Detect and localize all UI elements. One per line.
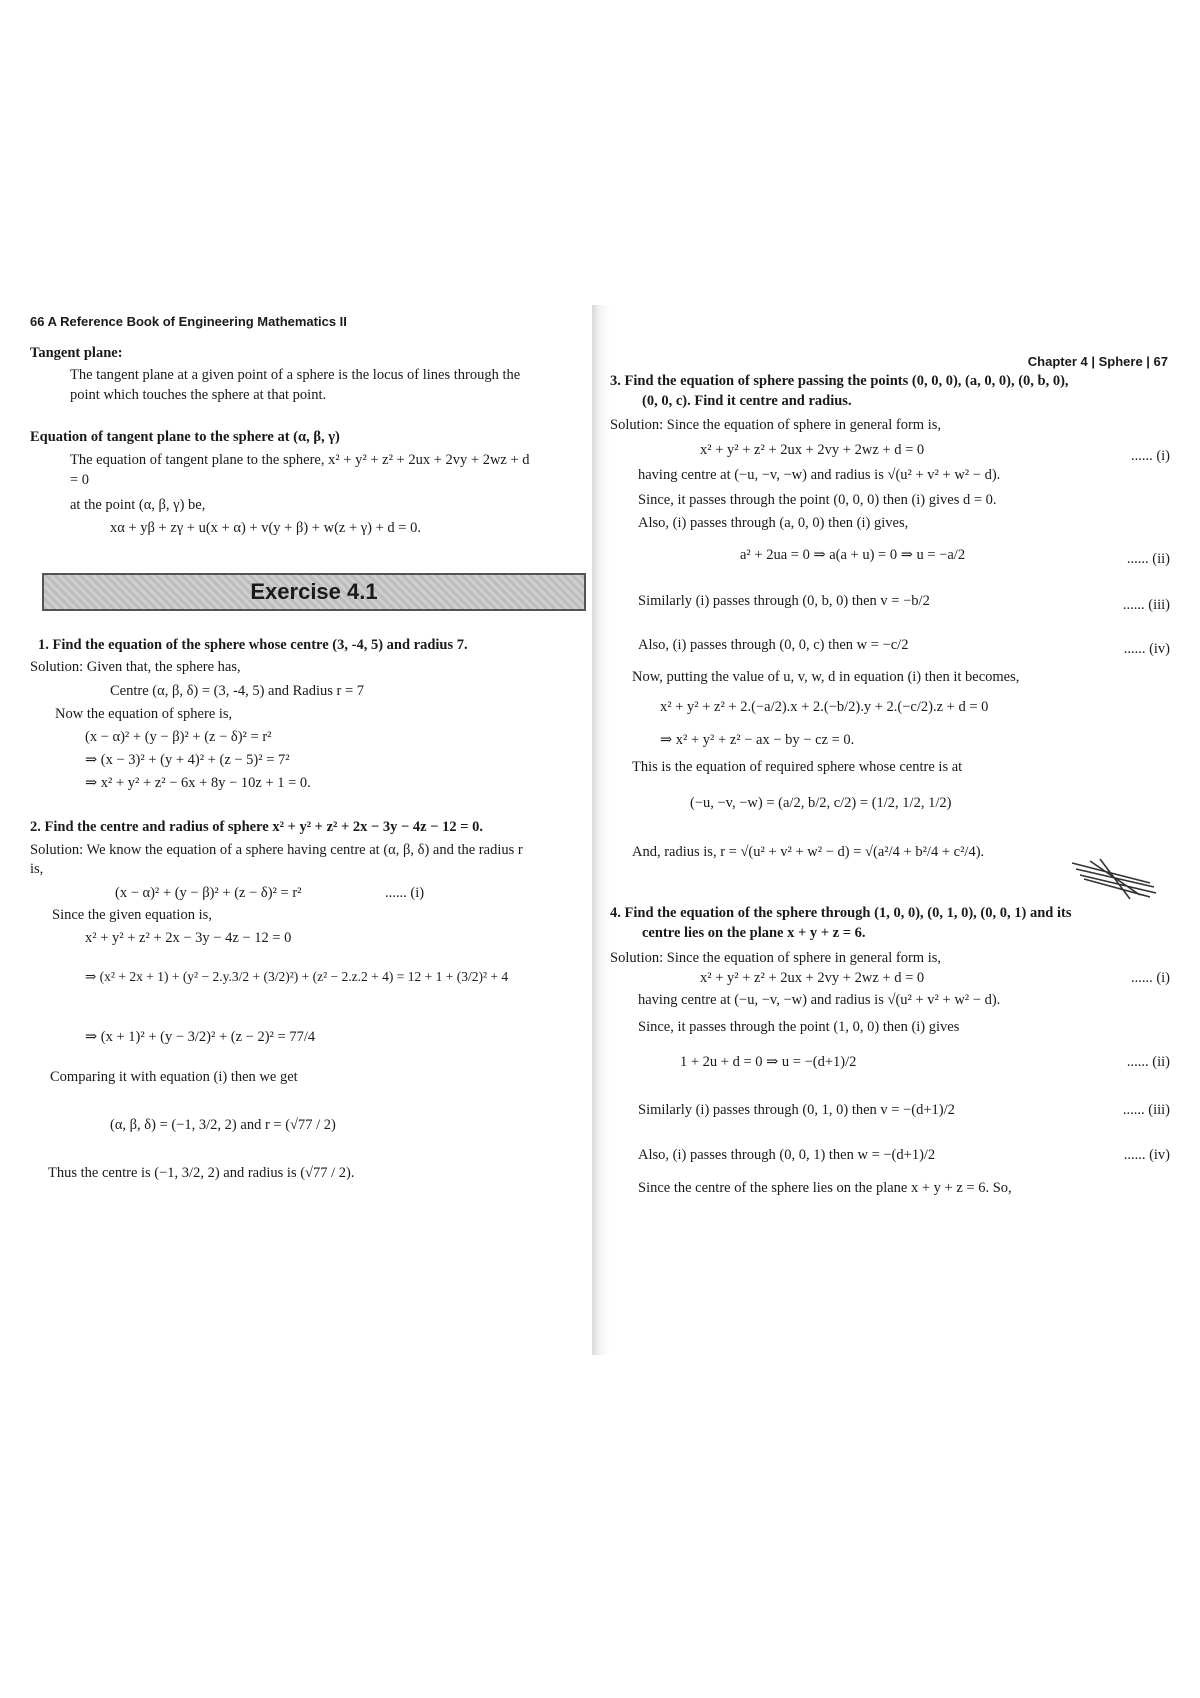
tangent-equation-line-2: = 0 [70, 472, 90, 488]
right-page [610, 305, 1180, 1355]
equation-tag-iv: ...... (iv) [1123, 641, 1170, 657]
left-page [30, 305, 590, 1355]
question-3-solution-intro: Solution: Since the equation of sphere in general form is, [610, 417, 942, 433]
question-2-conclusion: Thus the centre is (−1, 3/2, 2) and radius is (√77 / 2). [48, 1165, 355, 1181]
question-4-line-2: centre lies on the plane x + y + z = 6. [642, 925, 866, 941]
question-1: 1. Find the equation of the sphere whose centre (3, -4, 5) and radius 7. [38, 637, 468, 653]
question-1-solution-intro: Solution: Given that, the sphere has, [30, 659, 241, 675]
exercise-banner [42, 573, 586, 611]
question-3-centre-intro: This is the equation of required sphere whose centre is at [632, 759, 963, 775]
question-4-line-1: 4. Find the equation of the sphere through (1, 0, 0), (0, 1, 0), (0, 0, 1) and its [610, 905, 1072, 921]
question-4-w-value [610, 1145, 1180, 1166]
question-3-passes-origin: Since, it passes through the point (0, 0, 0) then (i) gives d = 0. [638, 492, 997, 508]
equation-tag-iii: ...... (iii) [1122, 597, 1170, 613]
question-1-step-1: (x − α)² + (y − β)² + (z − δ)² = r² [85, 729, 272, 745]
question-2-solution-intro: Solution: We know the equation of a sphere having centre at (α, β, δ) and the radius r [30, 842, 523, 858]
question-4-tag-i: ...... (i) [1130, 970, 1170, 986]
tangent-equation-line-3: at the point (α, β, γ) be, [70, 497, 206, 513]
question-1-step-3: ⇒ x² + y² + z² − 6x + 8y − 10z + 1 = 0. [85, 775, 311, 791]
question-3-w-value-text: Also, (i) passes through (0, 0, c) then w = −c/2 [638, 637, 909, 653]
book-spread [30, 305, 1180, 1355]
question-1-step-2: ⇒ (x − 3)² + (y + 4)² + (z − 5)² = 7² [85, 752, 290, 768]
question-2-step-2: ⇒ (x + 1)² + (y − 3/2)² + (z − 2)² = 77/4 [85, 1029, 316, 1045]
question-2-since: Since the given equation is, [52, 907, 212, 923]
question-2-equation-tag: ...... (i) [385, 885, 425, 901]
question-2-general-equation-text: (x − α)² + (y − β)² + (z − δ)² = r² [115, 885, 302, 901]
tangent-definition-line-1: The tangent plane at a given point of a sphere is the locus of lines through the [70, 367, 521, 383]
question-4-plane-condition: Since the centre of the sphere lies on the plane x + y + z = 6. So, [638, 1180, 1012, 1196]
question-1-centre-radius: Centre (α, β, δ) = (3, -4, 5) and Radius r = 7 [110, 683, 364, 699]
question-2-result: (α, β, δ) = (−1, 3/2, 2) and r = (√77 / 2) [110, 1117, 336, 1133]
question-3-u-value [610, 545, 1180, 566]
question-3-general-equation [610, 440, 1180, 464]
question-2: 2. Find the centre and radius of sphere x² + y² + z² + 2x − 3y − 4z − 12 = 0. [30, 819, 483, 835]
question-4-tag-iv: ...... (iv) [1123, 1147, 1170, 1163]
question-4-solution-intro: Solution: Since the equation of sphere in general form is, [610, 950, 942, 966]
question-4-centre-radius: having centre at (−u, −v, −w) and radius is √(u² + v² + w² − d). [638, 992, 1001, 1008]
exercise-title: Exercise 4.1 [250, 579, 378, 604]
question-3-centre-radius: having centre at (−u, −v, −w) and radius is √(u² + v² + w² − d). [638, 467, 1001, 483]
equation-tag-i: ...... (i) [1130, 448, 1170, 464]
question-3-v-value [610, 591, 1180, 612]
question-4-general-equation-text: x² + y² + z² + 2ux + 2vy + 2wz + d = 0 [700, 970, 925, 986]
question-3-radius: And, radius is, r = √(u² + v² + w² − d) = √(a²/4 + b²/4 + c²/4). [632, 844, 985, 860]
question-3-line-2: (0, 0, c). Find it centre and radius. [642, 393, 852, 409]
question-2-compare: Comparing it with equation (i) then we get [50, 1069, 298, 1085]
question-3-centre-value: (−u, −v, −w) = (a/2, b/2, c/2) = (1/2, 1/2, 1/2) [690, 795, 952, 811]
question-3-general-equation-text: x² + y² + z² + 2ux + 2vy + 2wz + d = 0 [700, 442, 925, 458]
question-2-solution-is: is, [30, 861, 44, 877]
book-gutter [592, 305, 610, 1355]
question-3-u-value-text: a² + 2ua = 0 ⇒ a(a + u) = 0 ⇒ u = −a/2 [740, 547, 966, 563]
question-1-now: Now the equation of sphere is, [55, 706, 233, 722]
page-header-left: 66 A Reference Book of Engineering Mathematics II [30, 314, 347, 329]
question-3-passes-a: Also, (i) passes through (a, 0, 0) then (i) gives, [638, 515, 909, 531]
page-header-right: Chapter 4 | Sphere | 67 [1027, 354, 1168, 369]
equation-tag-ii: ...... (ii) [1126, 551, 1170, 567]
question-4-w-value-text: Also, (i) passes through (0, 0, 1) then w = −(d+1)/2 [638, 1147, 936, 1163]
question-4-u-value [610, 1052, 1180, 1073]
tangent-plane-formula: xα + yβ + zγ + u(x + α) + v(y + β) + w(z + γ) + d = 0. [110, 520, 421, 536]
tangent-equation-heading: Equation of tangent plane to the sphere at (α, β, γ) [30, 429, 340, 445]
question-3-substitution: x² + y² + z² + 2.(−a/2).x + 2.(−b/2).y + 2.(−c/2).z + d = 0 [660, 699, 989, 715]
question-3-final-equation: ⇒ x² + y² + z² − ax − by − cz = 0. [660, 732, 855, 748]
tangent-definition-line-2: point which touches the sphere at that point. [70, 387, 327, 403]
pen-scribble [1070, 853, 1160, 903]
question-2-general-equation [30, 883, 590, 904]
question-4-tag-ii: ...... (ii) [1126, 1054, 1170, 1070]
question-2-step-1: ⇒ (x² + 2x + 1) + (y² − 2.y.3/2 + (3/2)²) + (z² − 2.z.2 + 4) = 12 + 1 + (3/2)² + 4 [85, 969, 509, 984]
question-4-passes-point: Since, it passes through the point (1, 0, 0) then (i) gives [638, 1019, 960, 1035]
question-3-line-1: 3. Find the equation of sphere passing the points (0, 0, 0), (a, 0, 0), (0, b, 0), [610, 373, 1069, 389]
question-2-given-equation: x² + y² + z² + 2x − 3y − 4z − 12 = 0 [85, 930, 292, 946]
tangent-equation-line-1: The equation of tangent plane to the sphere, x² + y² + z² + 2ux + 2vy + 2wz + d [70, 452, 530, 468]
question-3-substitution-intro: Now, putting the value of u, v, w, d in equation (i) then it becomes, [632, 669, 1020, 685]
question-4-tag-iii: ...... (iii) [1122, 1102, 1170, 1118]
question-4-v-value-text: Similarly (i) passes through (0, 1, 0) then v = −(d+1)/2 [638, 1102, 955, 1118]
question-4-u-value-text: 1 + 2u + d = 0 ⇒ u = −(d+1)/2 [680, 1054, 857, 1070]
tangent-plane-heading: Tangent plane: [30, 345, 123, 361]
question-3-w-value [610, 635, 1180, 656]
question-3-v-value-text: Similarly (i) passes through (0, b, 0) then v = −b/2 [638, 593, 930, 609]
question-4-general-equation [610, 968, 1180, 989]
question-4-v-value [610, 1100, 1180, 1121]
